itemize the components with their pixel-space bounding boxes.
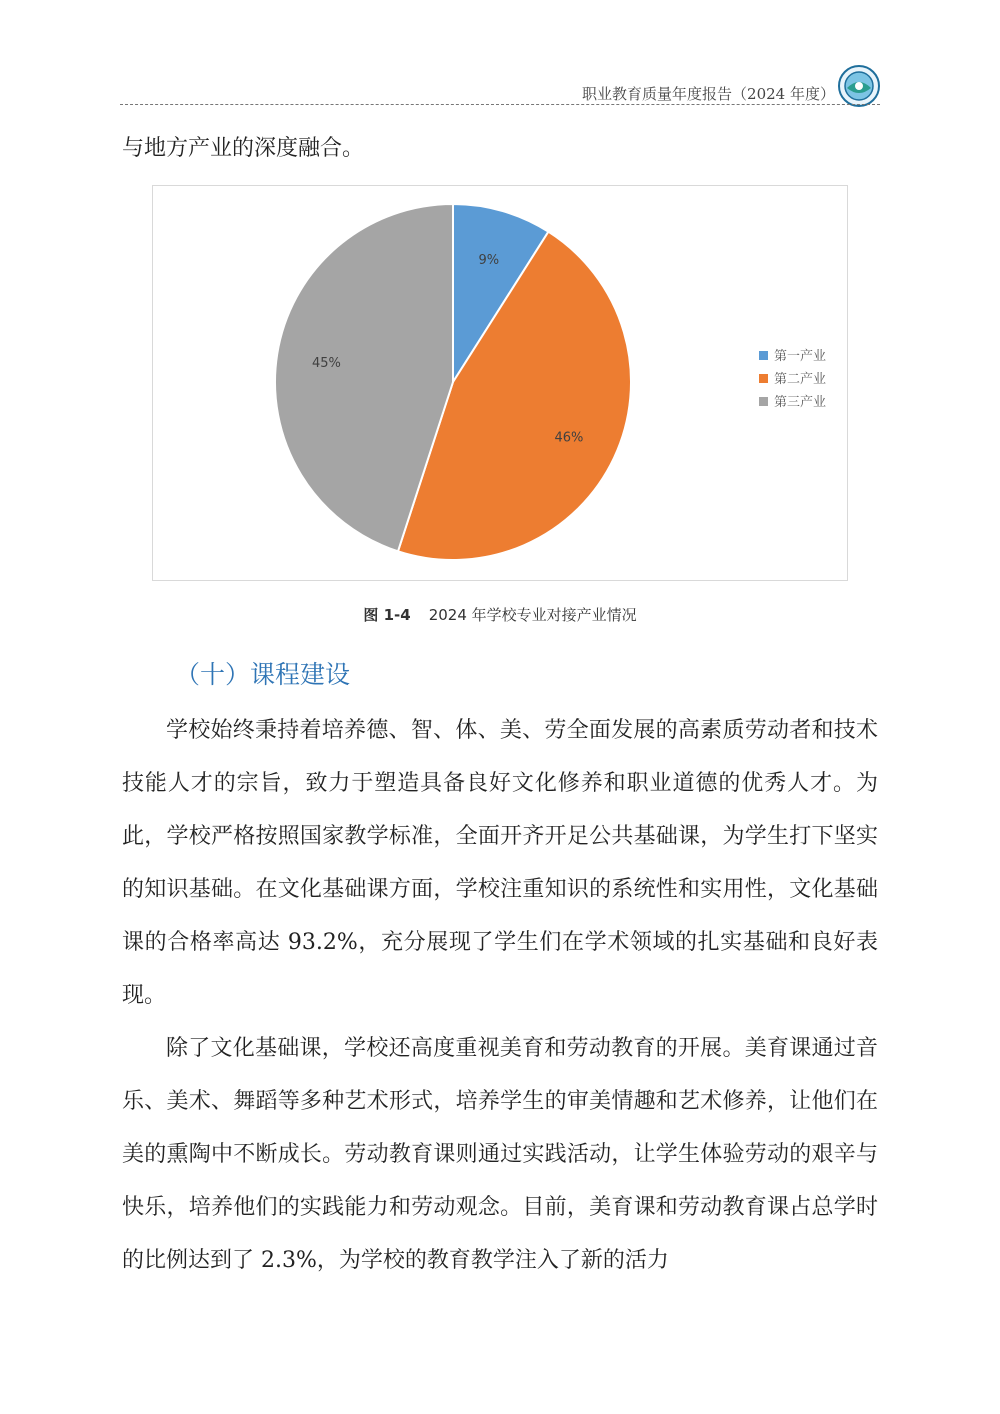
legend-label-3: 第三产业 — [774, 395, 827, 410]
legend-label-2: 第二产业 — [774, 372, 827, 387]
legend-swatch-1 — [759, 351, 768, 360]
figure-caption-text: 2024 年学校专业对接产业情况 — [428, 606, 637, 624]
figure-caption-label: 图 1-4 — [363, 606, 411, 624]
header-divider — [120, 104, 880, 105]
intro-text-line: 与地方产业的深度融合。 — [122, 136, 365, 161]
pie-data-label-2: 46% — [554, 430, 584, 446]
report-header-title: 职业教育质量年度报告（2024 年度） — [582, 85, 835, 103]
figure-caption — [0, 604, 1000, 625]
legend-swatch-2 — [759, 374, 768, 383]
legend-label-1: 第一产业 — [774, 349, 827, 364]
legend-item-1 — [759, 348, 826, 364]
pie-chart-canvas — [153, 186, 847, 580]
paragraph-2: 除了文化基础课，学校还高度重视美育和劳动教育的开展。美育课通过音乐、美术、舞蹈等多种艺术形式，培养学生的审美情趣和艺术修养，让他们在美的熏陶中不断成长。劳动教育课则通过实践活动，让学生体验劳动的艰辛与快乐，培养他们的实践能力和劳动观念。目前，美育课和劳动教育课占总学时的比例达到了 2.3%，为学校的教育教学注入了新的活力 — [122, 1036, 878, 1273]
legend-swatch-3 — [759, 397, 768, 406]
pie-data-label-3: 45% — [311, 355, 341, 371]
legend-item-2 — [759, 371, 826, 387]
paragraph-1: 学校始终秉持着培养德、智、体、美、劳全面发展的高素质劳动者和技术技能人才的宗旨，致力于塑造具备良好文化修养和职业道德的优秀人才。为此，学校严格按照国家教学标准，全面开齐开足公共基础课，为学生打下坚实的知识基础。在文化基础课方面，学校注重知识的系统性和实用性，文化基础课的合格率高达 93.2%，充分展现了学生们在学术领域的扎实基础和良好表现。 — [122, 718, 878, 1008]
pie-chart — [152, 185, 848, 581]
legend-item-3 — [759, 394, 826, 410]
school-logo-icon — [837, 64, 881, 108]
section-title: （十）课程建设 — [175, 660, 351, 689]
pie-data-label-1: 9% — [478, 252, 500, 268]
